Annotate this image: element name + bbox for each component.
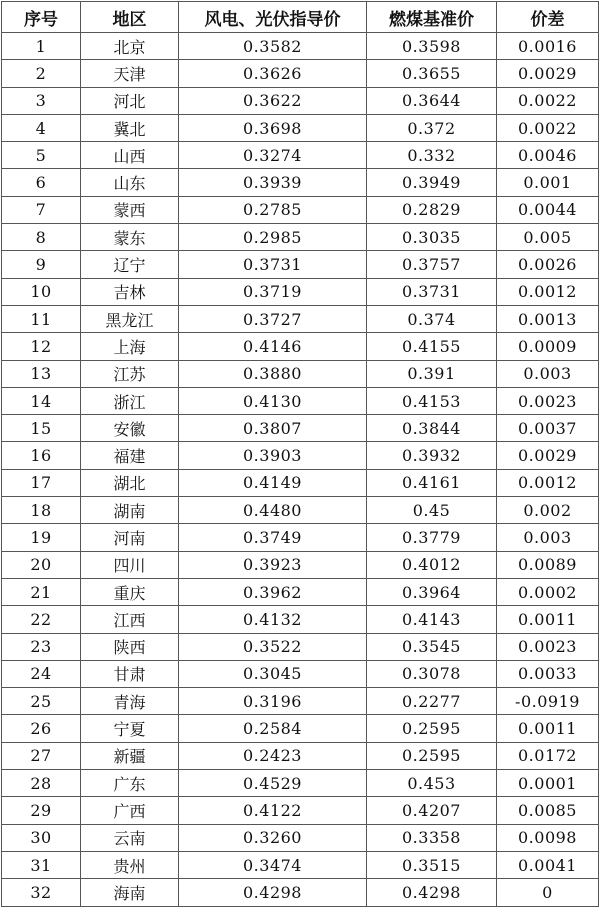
cell-region: 重庆 [81,578,179,605]
cell-region: 新疆 [81,742,179,769]
cell-price-diff: 0.0098 [497,824,599,851]
cell-index: 11 [2,305,81,332]
cell-index: 25 [2,688,81,715]
cell-guide-price: 0.2423 [179,742,367,769]
cell-price-diff: 0.0023 [497,633,599,660]
table-row [2,688,599,715]
header-index: 序号 [2,2,81,33]
cell-coal-price: 0.4153 [367,387,497,414]
cell-index: 28 [2,770,81,797]
cell-region: 黑龙江 [81,305,179,332]
cell-region: 甘肃 [81,660,179,687]
cell-region: 海南 [81,879,179,906]
table-row [2,797,599,824]
cell-guide-price: 0.3582 [179,33,367,60]
cell-coal-price: 0.3598 [367,33,497,60]
table-row [2,770,599,797]
cell-index: 17 [2,469,81,496]
cell-region: 北京 [81,33,179,60]
cell-coal-price: 0.4161 [367,469,497,496]
cell-coal-price: 0.2829 [367,196,497,223]
cell-coal-price: 0.372 [367,114,497,141]
table-row [2,333,599,360]
cell-price-diff: 0.0002 [497,578,599,605]
cell-guide-price: 0.4122 [179,797,367,824]
cell-guide-price: 0.3903 [179,442,367,469]
cell-region: 天津 [81,60,179,87]
cell-coal-price: 0.3644 [367,87,497,114]
cell-coal-price: 0.4207 [367,797,497,824]
cell-coal-price: 0.3731 [367,278,497,305]
cell-index: 24 [2,660,81,687]
price-table [1,1,599,907]
cell-region: 河北 [81,87,179,114]
cell-region: 云南 [81,824,179,851]
cell-guide-price: 0.3274 [179,142,367,169]
cell-price-diff: 0.0011 [497,606,599,633]
cell-guide-price: 0.4132 [179,606,367,633]
cell-coal-price: 0.3757 [367,251,497,278]
table-row [2,469,599,496]
cell-guide-price: 0.4149 [179,469,367,496]
cell-coal-price: 0.2595 [367,715,497,742]
cell-coal-price: 0.3964 [367,578,497,605]
cell-region: 辽宁 [81,251,179,278]
cell-index: 8 [2,224,81,251]
cell-price-diff: 0.0029 [497,442,599,469]
cell-index: 21 [2,578,81,605]
cell-guide-price: 0.3260 [179,824,367,851]
table-row [2,33,599,60]
cell-guide-price: 0.3719 [179,278,367,305]
table-row [2,87,599,114]
cell-price-diff: 0.0026 [497,251,599,278]
table-row [2,497,599,524]
cell-index: 26 [2,715,81,742]
table-row [2,524,599,551]
cell-index: 9 [2,251,81,278]
cell-guide-price: 0.2584 [179,715,367,742]
cell-price-diff: 0.0013 [497,305,599,332]
table-row [2,114,599,141]
cell-price-diff: 0.0016 [497,33,599,60]
cell-index: 15 [2,415,81,442]
cell-price-diff: -0.0919 [497,688,599,715]
cell-region: 青海 [81,688,179,715]
cell-region: 贵州 [81,851,179,878]
cell-index: 12 [2,333,81,360]
table-row [2,660,599,687]
cell-coal-price: 0.3358 [367,824,497,851]
cell-guide-price: 0.3749 [179,524,367,551]
cell-coal-price: 0.3545 [367,633,497,660]
cell-region: 广西 [81,797,179,824]
cell-region: 陕西 [81,633,179,660]
cell-guide-price: 0.4298 [179,879,367,906]
cell-price-diff: 0.003 [497,524,599,551]
cell-guide-price: 0.3626 [179,60,367,87]
table-row [2,442,599,469]
cell-index: 4 [2,114,81,141]
table-row [2,142,599,169]
cell-price-diff: 0.0022 [497,114,599,141]
cell-index: 20 [2,551,81,578]
header-region: 地区 [81,2,179,33]
cell-price-diff: 0.0009 [497,333,599,360]
cell-region: 四川 [81,551,179,578]
table-row [2,224,599,251]
cell-index: 32 [2,879,81,906]
cell-coal-price: 0.3035 [367,224,497,251]
cell-guide-price: 0.3045 [179,660,367,687]
cell-price-diff: 0.002 [497,497,599,524]
table-row [2,278,599,305]
cell-price-diff: 0.0172 [497,742,599,769]
cell-index: 3 [2,87,81,114]
cell-price-diff: 0.0037 [497,415,599,442]
cell-region: 河南 [81,524,179,551]
table-row [2,196,599,223]
cell-region: 广东 [81,770,179,797]
cell-coal-price: 0.2277 [367,688,497,715]
cell-region: 湖南 [81,497,179,524]
cell-price-diff: 0.0044 [497,196,599,223]
table-row [2,633,599,660]
cell-coal-price: 0.3515 [367,851,497,878]
header-price-diff: 价差 [497,2,599,33]
cell-coal-price: 0.3932 [367,442,497,469]
cell-guide-price: 0.4130 [179,387,367,414]
cell-guide-price: 0.3727 [179,305,367,332]
cell-guide-price: 0.3622 [179,87,367,114]
cell-guide-price: 0.3731 [179,251,367,278]
cell-price-diff: 0.0085 [497,797,599,824]
table-row [2,415,599,442]
table-row [2,742,599,769]
header-guide-price: 风电、光伏指导价 [179,2,367,33]
cell-price-diff: 0.0012 [497,469,599,496]
cell-region: 江西 [81,606,179,633]
cell-index: 27 [2,742,81,769]
cell-coal-price: 0.3779 [367,524,497,551]
table-row [2,360,599,387]
cell-coal-price: 0.2595 [367,742,497,769]
header-coal-price: 燃煤基准价 [367,2,497,33]
cell-index: 29 [2,797,81,824]
cell-price-diff: 0.0011 [497,715,599,742]
cell-index: 22 [2,606,81,633]
cell-coal-price: 0.374 [367,305,497,332]
cell-guide-price: 0.3939 [179,169,367,196]
cell-coal-price: 0.332 [367,142,497,169]
table-row [2,824,599,851]
cell-price-diff: 0.003 [497,360,599,387]
cell-price-diff: 0.0089 [497,551,599,578]
cell-coal-price: 0.4143 [367,606,497,633]
cell-coal-price: 0.3844 [367,415,497,442]
table-row [2,251,599,278]
cell-index: 6 [2,169,81,196]
cell-region: 安徽 [81,415,179,442]
cell-region: 山西 [81,142,179,169]
cell-price-diff: 0.005 [497,224,599,251]
cell-region: 山东 [81,169,179,196]
cell-guide-price: 0.4480 [179,497,367,524]
cell-index: 5 [2,142,81,169]
cell-guide-price: 0.4146 [179,333,367,360]
cell-index: 31 [2,851,81,878]
cell-region: 湖北 [81,469,179,496]
cell-guide-price: 0.2785 [179,196,367,223]
cell-region: 上海 [81,333,179,360]
cell-coal-price: 0.4155 [367,333,497,360]
table-row [2,551,599,578]
cell-region: 吉林 [81,278,179,305]
cell-index: 18 [2,497,81,524]
cell-guide-price: 0.3962 [179,578,367,605]
cell-price-diff: 0.0046 [497,142,599,169]
cell-guide-price: 0.2985 [179,224,367,251]
cell-index: 16 [2,442,81,469]
table-row [2,60,599,87]
table-row [2,879,599,906]
table-row [2,851,599,878]
cell-region: 江苏 [81,360,179,387]
cell-region: 蒙东 [81,224,179,251]
cell-index: 19 [2,524,81,551]
cell-guide-price: 0.4529 [179,770,367,797]
cell-price-diff: 0.0033 [497,660,599,687]
cell-region: 冀北 [81,114,179,141]
cell-coal-price: 0.4298 [367,879,497,906]
cell-index: 10 [2,278,81,305]
cell-index: 2 [2,60,81,87]
cell-coal-price: 0.4012 [367,551,497,578]
cell-coal-price: 0.391 [367,360,497,387]
cell-coal-price: 0.3949 [367,169,497,196]
cell-price-diff: 0.0012 [497,278,599,305]
cell-region: 福建 [81,442,179,469]
table-row [2,169,599,196]
cell-guide-price: 0.3522 [179,633,367,660]
table-row [2,715,599,742]
cell-guide-price: 0.3698 [179,114,367,141]
cell-coal-price: 0.3078 [367,660,497,687]
table-row [2,606,599,633]
cell-index: 13 [2,360,81,387]
cell-price-diff: 0.0041 [497,851,599,878]
cell-price-diff: 0.0022 [497,87,599,114]
cell-region: 蒙西 [81,196,179,223]
cell-guide-price: 0.3880 [179,360,367,387]
cell-guide-price: 0.3196 [179,688,367,715]
cell-guide-price: 0.3923 [179,551,367,578]
cell-coal-price: 0.45 [367,497,497,524]
cell-region: 浙江 [81,387,179,414]
cell-index: 7 [2,196,81,223]
cell-index: 1 [2,33,81,60]
cell-region: 宁夏 [81,715,179,742]
cell-index: 23 [2,633,81,660]
table-row [2,387,599,414]
cell-price-diff: 0.001 [497,169,599,196]
cell-price-diff: 0.0001 [497,770,599,797]
cell-price-diff: 0 [497,879,599,906]
cell-price-diff: 0.0029 [497,60,599,87]
cell-price-diff: 0.0023 [497,387,599,414]
cell-guide-price: 0.3807 [179,415,367,442]
cell-coal-price: 0.453 [367,770,497,797]
cell-guide-price: 0.3474 [179,851,367,878]
cell-coal-price: 0.3655 [367,60,497,87]
header-row [2,2,599,33]
cell-index: 14 [2,387,81,414]
cell-index: 30 [2,824,81,851]
table-row [2,578,599,605]
table-row [2,305,599,332]
